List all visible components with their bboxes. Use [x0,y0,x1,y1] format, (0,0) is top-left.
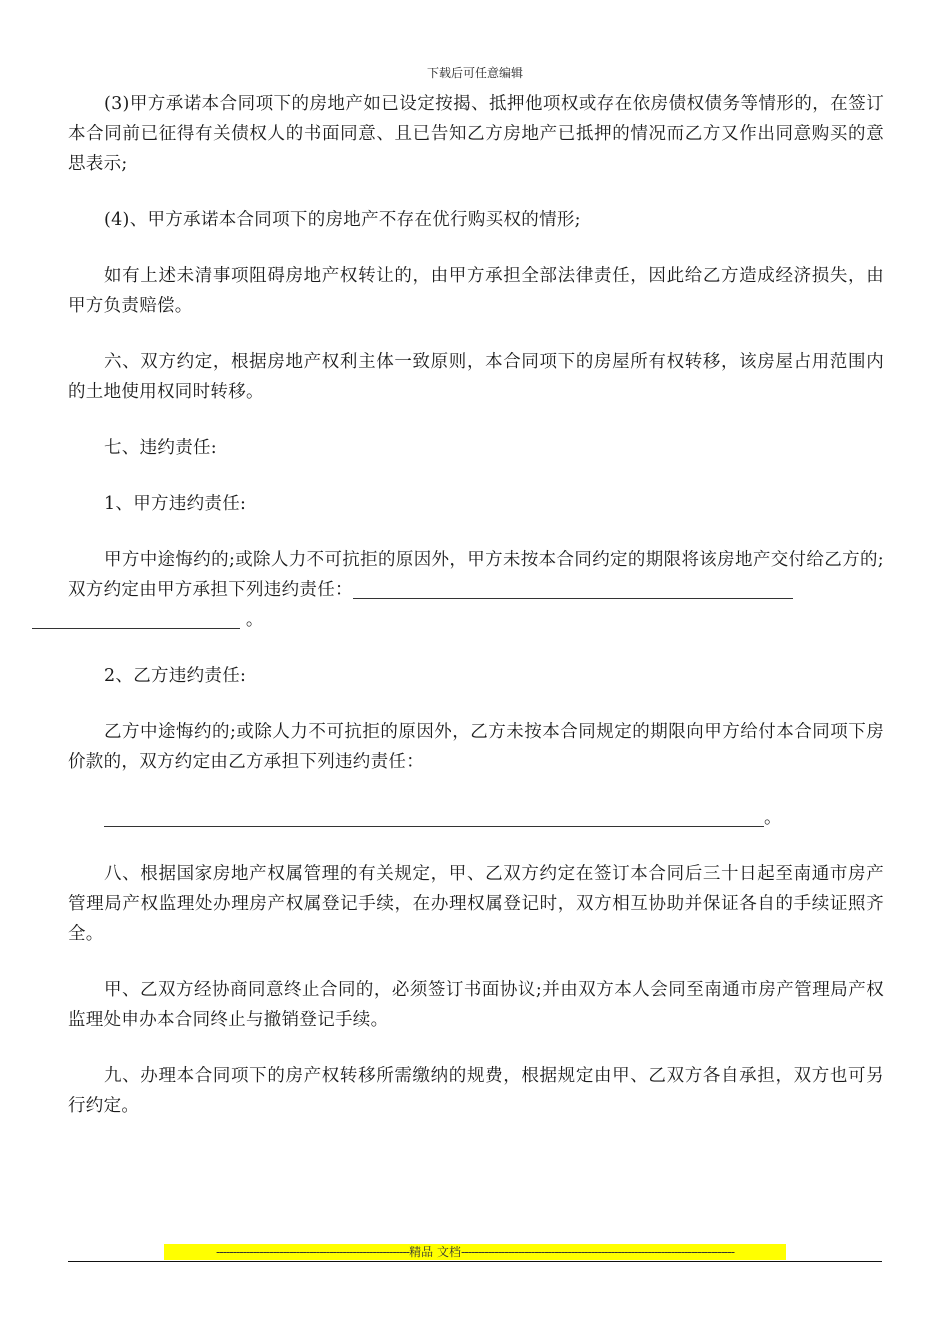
paragraph-party-a-breach [68,545,884,635]
paragraph-party-b-blank [68,803,884,833]
document-body [68,89,884,1147]
heading-party-b-breach: 2、乙方违约责任: [104,666,247,686]
footer-left-dashes: ---------------------------------------------------------- [215,1245,410,1259]
fill-in-blank-a2 [32,608,240,629]
fill-in-blank-b1 [104,806,764,827]
footer-right-dashes: ---------------------------------------------------------------------------------- [460,1245,735,1259]
footer-label: 精品 文档 [409,1245,461,1259]
heading-breach-liability: 七、违约责任: [104,438,217,458]
fill-in-blank-a1 [353,578,793,599]
paragraph-section-six: 六、双方约定，根据房地产权利主体一致原则，本合同项下的房屋所有权转移，该房屋占用范围内的土地使用权同时转移。 [68,352,884,402]
party-a-breach-text: 甲方中途悔约的;或除人力不可抗拒的原因外，甲方未按本合同约定的期限将该房地产交付给乙方的;双方约定由甲方承担下列违约责任： [68,550,884,600]
page-header: 下载后可任意编辑 [426,66,523,80]
paragraph-liability-note: 如有上述未清事项阻碍房地产权转让的，由甲方承担全部法律责任，因此给乙方造成经济损失，由甲方负责赔偿。 [68,266,884,316]
blank-end-mark-a: 。 [245,610,264,630]
paragraph-party-b-breach: 乙方中途悔约的;或除人力不可抗拒的原因外，乙方未按本合同规定的期限向甲方给付本合同项下房价款的，双方约定由乙方承担下列违约责任： [68,722,884,772]
paragraph-section-eight: 八、根据国家房地产权属管理的有关规定，甲、乙双方约定在签订本合同后三十日起至南通市房产管理局产权监理处办理房产权属登记手续，在办理权属登记时，双方相互协助并保证各自的手续证照齐全。 [68,864,884,944]
paragraph-termination: 甲、乙双方经协商同意终止合同的，必须签订书面协议;并由双方本人会同至南通市房产管理局产权监理处申办本合同终止与撤销登记手续。 [68,980,884,1030]
paragraph-section-nine: 九、办理本合同项下的房产权转移所需缴纳的规费，根据规定由甲、乙双方各自承担，双方也可另行约定。 [68,1066,884,1116]
blank-end-mark-b: 。 [764,808,782,828]
footer-divider [68,1261,882,1262]
footer-banner [164,1244,786,1260]
paragraph-mortgage-clause: (3)甲方承诺本合同项下的房地产如已设定按揭、抵押他项权或存在依房债权债务等情形的，在签订本合同前已征得有关债权人的书面同意、且已告知乙方房地产已抵押的情况而乙方又作出同意购买的意思表示; [68,94,884,174]
heading-party-a-breach: 1、甲方违约责任: [104,494,247,514]
paragraph-preemption-clause: (4)、甲方承诺本合同项下的房地产不存在优行购买权的情形; [104,210,581,230]
